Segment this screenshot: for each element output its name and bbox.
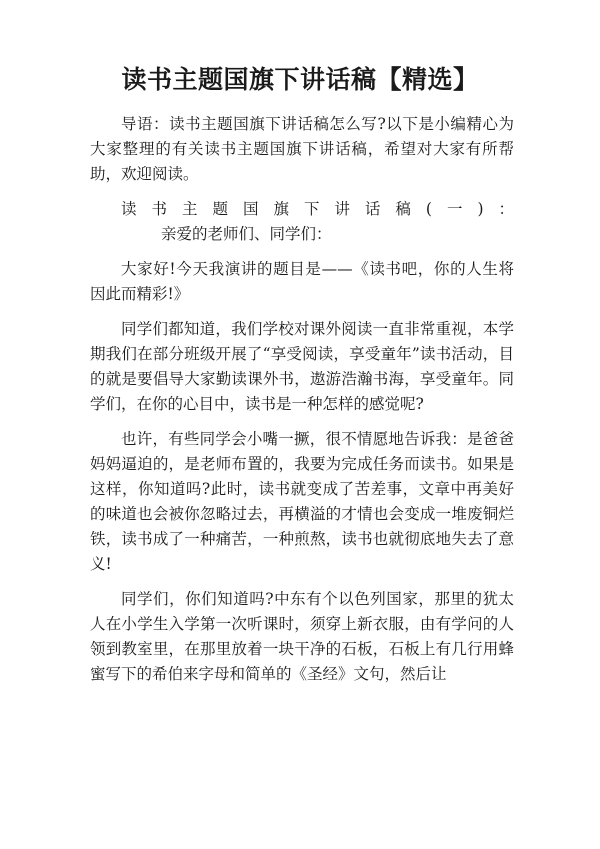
opening-paragraph: 大家好!今天我演讲的题目是——《读书吧，你的人生将因此而精彩!》	[90, 260, 514, 303]
section-heading: 读书主题国旗下讲话稿(一)：	[121, 200, 514, 218]
document-title: 读书主题国旗下讲话稿【精选】	[121, 65, 479, 94]
section-heading-paragraph	[90, 197, 514, 247]
body-paragraph: 同学们，你们知道吗?中东有个以色列国家，那里的犹太人在小学生入学第一次听课时，须穿上新衣服，由有学问的人领到教室里，在那里放着一块干净的石板，石板上有几行用蜂蜜写下的希伯来字母和简单的《圣经》文句，然后让	[90, 590, 514, 683]
greeting: 亲爱的老师们、同学们：	[161, 225, 332, 243]
document-body	[90, 112, 514, 697]
intro-paragraph: 导语：读书主题国旗下讲话稿怎么写?以下是小编精心为大家整理的有关读书主题国旗下讲话稿，希望对大家有所帮助，欢迎阅读。	[90, 115, 514, 183]
body-paragraph: 同学们都知道，我们学校对课外阅读一直非常重视，本学期我们在部分班级开展了“享受阅读，享受童年”读书活动，目的就是要倡导大家勤读课外书，遨游浩瀚书海，享受童年。同学们，在你的心目中，读书是一种怎样的感觉呢?	[90, 320, 514, 413]
body-paragraph: 也许，有些同学会小嘴一撅，很不情愿地告诉我：是爸爸妈妈逼迫的，是老师布置的，我要为完成任务而读书。如果是这样，你知道吗?此时，读书就变成了苦差事，文章中再美好的味道也会被你忽略过去，再横溢的才情也会变成一堆废铜烂铁，读书成了一种痛苦，一种煎熬，读书也就彻底地失去了意义!	[90, 430, 514, 573]
